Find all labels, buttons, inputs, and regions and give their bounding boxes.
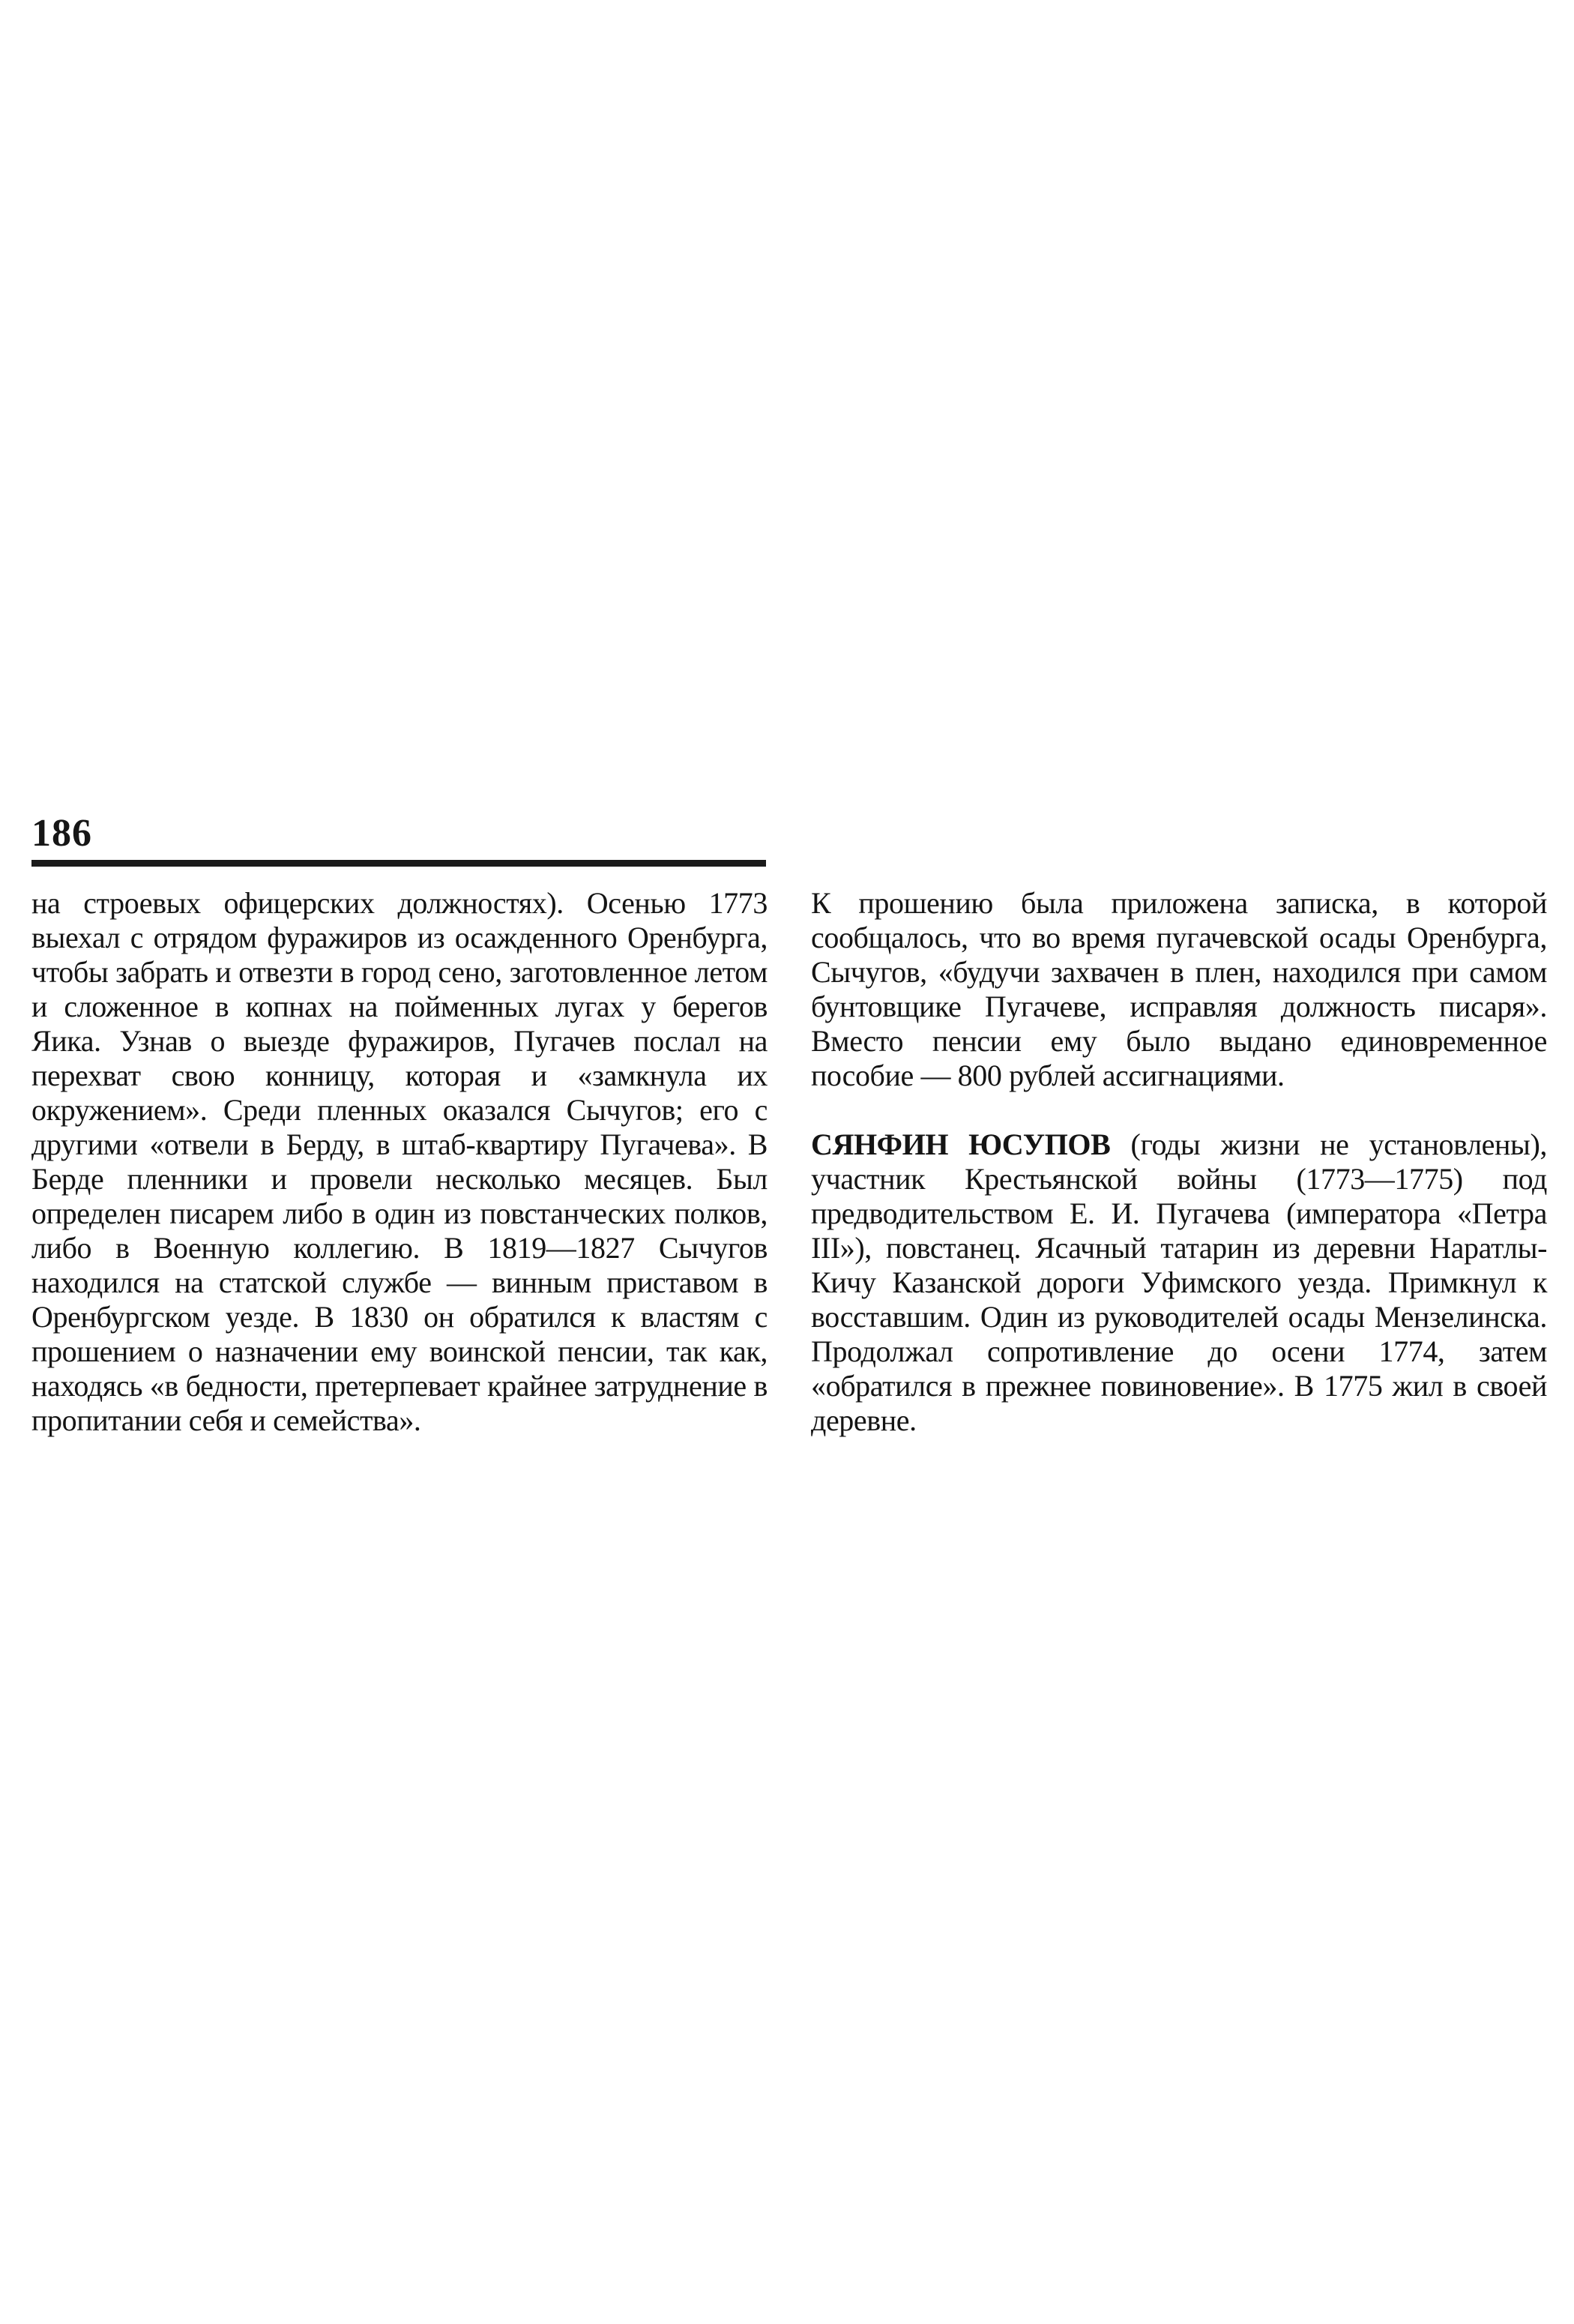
page-number: 186 bbox=[31, 812, 92, 855]
right-column-paragraph-1: К прошению была приложена записка, в которой сообщалось, что во время пугачевской осады Оренбурга, Сычугов, «будучи захвачен в плен, находился при самом бунтовщике Пугачеве, исправляя должность писаря». Вместо пенсии ему было выдано единовременное пособие — 800 рублей ассигнациями. bbox=[811, 886, 1547, 1092]
dictionary-entry bbox=[811, 1128, 1547, 1438]
right-column bbox=[811, 886, 1547, 1438]
text-columns bbox=[31, 886, 1547, 1438]
entry-text: (годы жизни не установлены), участник Крестьянской войны (1773—1775) под предводительством Е. И. Пугачева (императора «Петра III»), повстанец. Ясачный татарин из деревни Наратлы-Кичу Казанской дороги Уфимского уезда. Примкнул к восставшим. Один из руководителей осады Мензелинска. Продолжал сопротивление до осени 1774, затем «обратился в прежнее повиновение». В 1775 жил в своей деревне. bbox=[811, 1128, 1547, 1437]
entry-term: СЯНФИН ЮСУПОВ bbox=[811, 1128, 1111, 1161]
left-column-paragraph: на строевых офицерских должностях). Осенью 1773 выехал с отрядом фуражиров из осажденного Оренбурга, чтобы забрать и отвезти в город сено, заготовленное летом и сложенное в копнах на пойменных лугах у берегов Яика. Узнав о выезде фуражиров, Пугачев послал на перехват свою конницу, которая и «замкнула их окружением». Среди пленных оказался Сычугов; его с другими «отвели в Берду, в штаб-квартиру Пугачева». В Берде пленники и провели несколько месяцев. Был определен писарем либо в один из повстанческих полков, либо в Военную коллегию. В 1819—1827 Сычугов находился на статской службе — винным приставом в Оренбургском уезде. В 1830 он обратился к властям с прошением о назначении ему воинской пенсии, так как, находясь «в бедности, претерпевает крайнее затруднение в пропитании себя и семейства». bbox=[31, 886, 768, 1437]
header-rule bbox=[31, 860, 766, 867]
left-column bbox=[31, 886, 768, 1438]
